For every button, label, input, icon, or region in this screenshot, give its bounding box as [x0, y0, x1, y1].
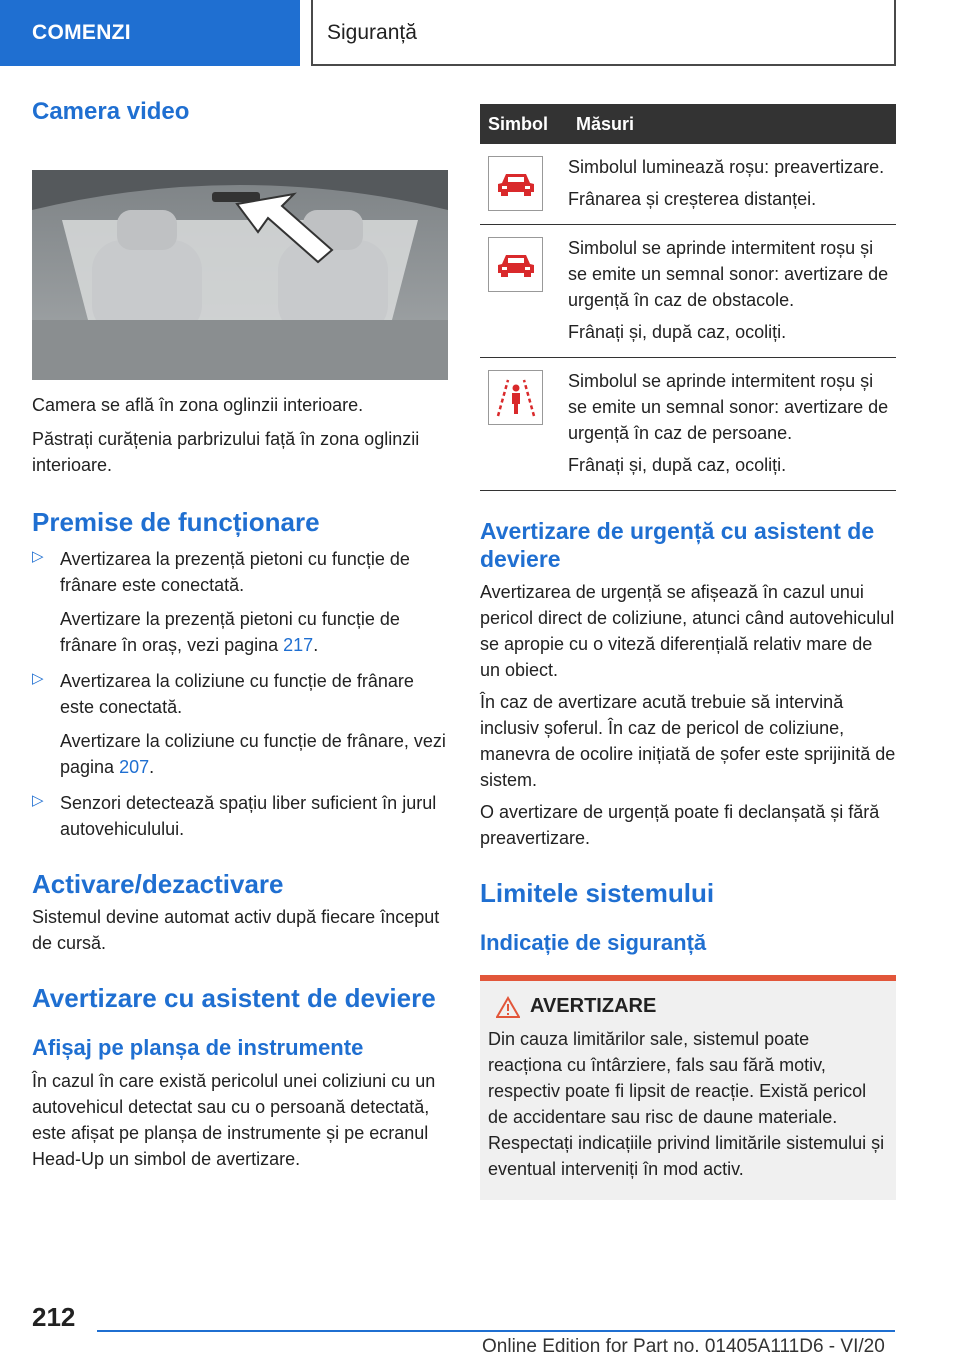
footer-divider — [97, 1330, 895, 1332]
page-header — [0, 0, 960, 66]
urgenta-text-2: În caz de avertizare acută trebuie să intervină inclusiv șoferul. În caz de pericol de coliziune, manevra de ocolire inițiată de șofer este sprijinită de sistem. — [480, 692, 896, 790]
heading-premise: Premise de funcționare — [32, 507, 320, 537]
heading-camera-video: Camera video — [32, 98, 190, 125]
bullet-triangle-icon: ▷ — [32, 792, 44, 809]
heading-limitele: Limitele sistemului — [480, 878, 715, 908]
warning-triangle-icon — [496, 996, 520, 1018]
heading-indicatie: Indicație de siguranță — [480, 930, 707, 955]
measure-line: Frânarea și creșterea distanței. — [568, 189, 817, 209]
list-item — [32, 790, 448, 842]
table-row — [480, 225, 896, 358]
measure-line: Simbolul se aprinde intermitent roșu și se emite un semnal sonor: avertizare de urgență în caz de persoane. — [568, 371, 889, 443]
measure-line: Frânați și, după caz, ocoliți. — [568, 322, 787, 342]
warning-text: Din cauza limitărilor sale, sistemul poate reacționa cu întârziere, fals sau fără motiv, respectiv poate fi lipsit de reacție. Există pericol de accidentare sau risc de daune materiale. Respectați indicațiile privind limitările sistemului și eventual interveniți în mod activ. — [488, 1029, 885, 1179]
measure-line: Frânați și, după caz, ocoliți. — [568, 455, 787, 475]
heading-avertizare-urgenta: Avertizare de urgență cu asistent de deviere — [480, 518, 875, 572]
page-link-217[interactable]: 217 — [283, 635, 314, 655]
section-tab[interactable]: COMENZI — [0, 0, 300, 66]
urgenta-text-1: Avertizarea de urgență se afișează în cazul unui pericol direct de coliziune, atunci când autovehiculul se apropie cu o viteză diferențială relativ mare de un obiect. — [480, 582, 895, 680]
list-item — [32, 668, 448, 780]
car-warning-icon — [488, 156, 543, 211]
bullet-text: Avertizarea la coliziune cu funcție de frânare este conectată. — [60, 671, 414, 717]
urgenta-text-3: O avertizare de urgență poate fi declanșată și fără preavertizare. — [480, 802, 880, 848]
warning-header — [496, 995, 888, 1018]
col-header-symbol: Simbol — [480, 104, 568, 144]
subtext-label: Avertizare la coliziune cu funcție de frânare, vezi pagina — [60, 731, 446, 777]
camera-photo — [32, 170, 448, 380]
page-link-207[interactable]: 207 — [119, 757, 150, 777]
bullet-subtext: Avertizare la prezență pietoni cu funcție de frânare în oraș, vezi pagina 217. — [60, 609, 400, 655]
heading-activare: Activare/dezactivare — [32, 869, 284, 899]
bullet-text: Senzori detectează spațiu liber suficient în jurul autovehiculului. — [60, 793, 437, 839]
pedestrian-warning-icon — [488, 370, 543, 425]
symbol-cell — [480, 358, 568, 491]
bullet-triangle-icon: ▷ — [32, 548, 44, 565]
page-number: 212 — [32, 1302, 76, 1332]
bullet-text: Avertizarea la prezență pietoni cu funcție de frânare este conectată. — [60, 549, 410, 595]
interior-illustration — [32, 170, 448, 380]
camera-location-text: Camera se află în zona oglinzii interioare. — [32, 395, 364, 415]
heading-afisaj: Afișaj pe planșa de instrumente — [32, 1035, 364, 1060]
measure-line: Simbolul se aprinde intermitent roșu și se emite un semnal sonor: avertizare de urgență în caz de obstacole. — [568, 238, 889, 310]
edition-text: Online Edition for Part no. 01405A111D6 - VI/20 — [482, 1336, 885, 1357]
warning-box — [480, 975, 896, 1200]
symbol-cell — [480, 144, 568, 225]
table-row — [480, 358, 896, 491]
measures-cell — [568, 225, 896, 358]
col-header-masuri: Măsuri — [568, 104, 896, 144]
bullet-subtext: Avertizare la coliziune cu funcție de frânare, vezi pagina 207. — [60, 731, 446, 777]
measures-cell — [568, 358, 896, 491]
right-column — [480, 104, 896, 1200]
measures-cell — [568, 144, 896, 225]
activare-text: Sistemul devine automat activ după fiecare început de cursă. — [32, 907, 440, 953]
bullet-triangle-icon: ▷ — [32, 670, 44, 687]
heading-asistent-deviere: Avertizare cu asistent de deviere — [32, 983, 436, 1013]
afisaj-text: În cazul în care există pericolul unei coliziuni cu un autovehicul detectat sau cu o persoană detectată, este afișat pe planșa de instrumente și pe ecranul Head-Up un simbol de avertizare. — [32, 1071, 436, 1169]
car-warning-icon — [488, 237, 543, 292]
list-item — [32, 546, 448, 658]
warning-title: AVERTIZARE — [530, 995, 657, 1017]
symbol-table — [480, 104, 896, 491]
symbol-cell — [480, 225, 568, 358]
left-column — [32, 96, 448, 1172]
measure-line: Simbolul luminează roșu: preavertizare. — [568, 157, 885, 177]
camera-clean-text: Păstrați curățenia parbrizului față în zona oglinzii interioare. — [32, 429, 420, 475]
chapter-title: Siguranță — [311, 0, 896, 66]
table-row — [480, 144, 896, 225]
subtext-label: Avertizare la prezență pietoni cu funcție de frânare în oraș, vezi pagina — [60, 609, 400, 655]
